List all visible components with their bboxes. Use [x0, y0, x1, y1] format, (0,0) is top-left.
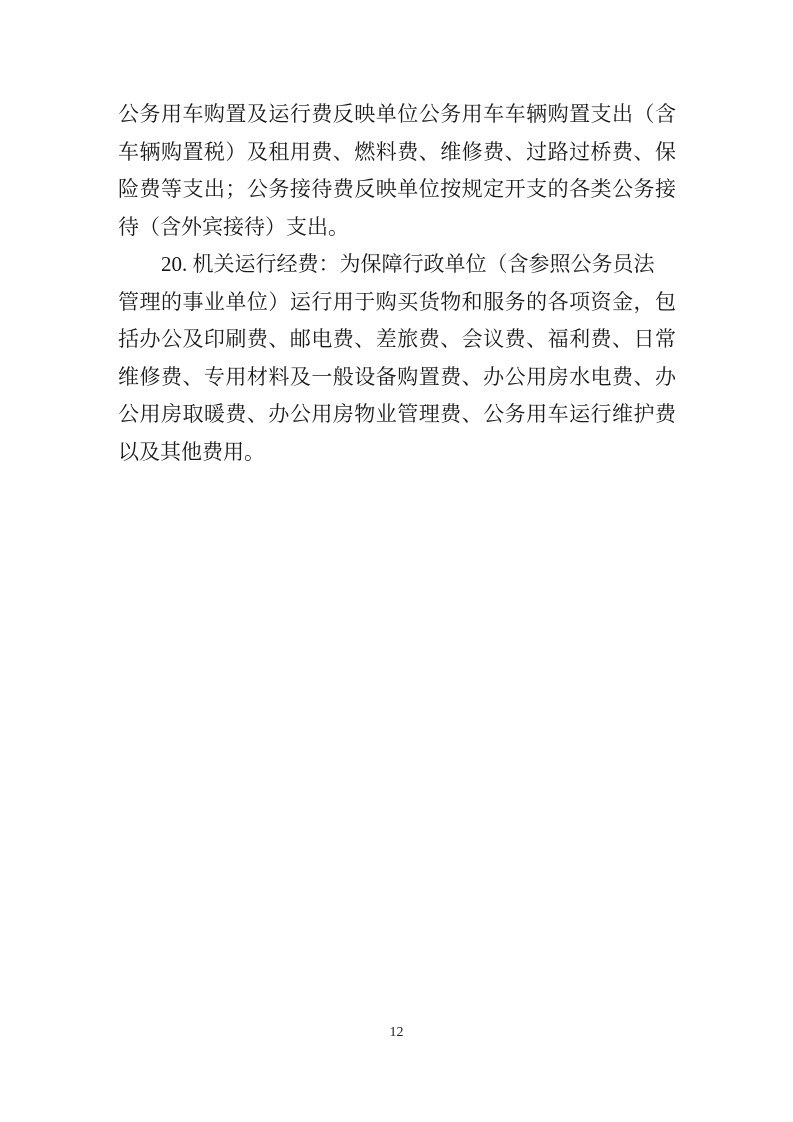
text-line: 车辆购置税）及租用费、燃料费、维修费、过路过桥费、保 [118, 139, 676, 164]
text-line: 以及其他费用。 [118, 439, 265, 464]
text-line: 管理的事业单位）运行用于购买货物和服务的各项资金，包 [118, 289, 676, 314]
text-line: 公用房取暖费、办公用房物业管理费、公务用车运行维护费 [118, 402, 676, 426]
paragraph-vehicle-and-reception-expenses [118, 96, 676, 246]
text-line: 待（含外宾接待）支出。 [118, 214, 349, 239]
text-block [118, 96, 676, 471]
page-number: 12 [389, 1025, 404, 1040]
text-line: 括办公及印刷费、邮电费、差旅费、会议费、福利费、日常 [118, 327, 676, 351]
text-line: 险费等支出；公务接待费反映单位按规定开支的各类公务接 [118, 177, 676, 201]
paragraph-agency-operating-expenses [118, 246, 676, 471]
text-line: 维修费、专用材料及一般设备购置费、办公用房水电费、办 [118, 364, 676, 389]
text-line: 20. 机关运行经费：为保障行政单位（含参照公务员法 [161, 252, 655, 276]
text-line: 公务用车购置及运行费反映单位公务用车车辆购置支出（含 [118, 102, 676, 126]
